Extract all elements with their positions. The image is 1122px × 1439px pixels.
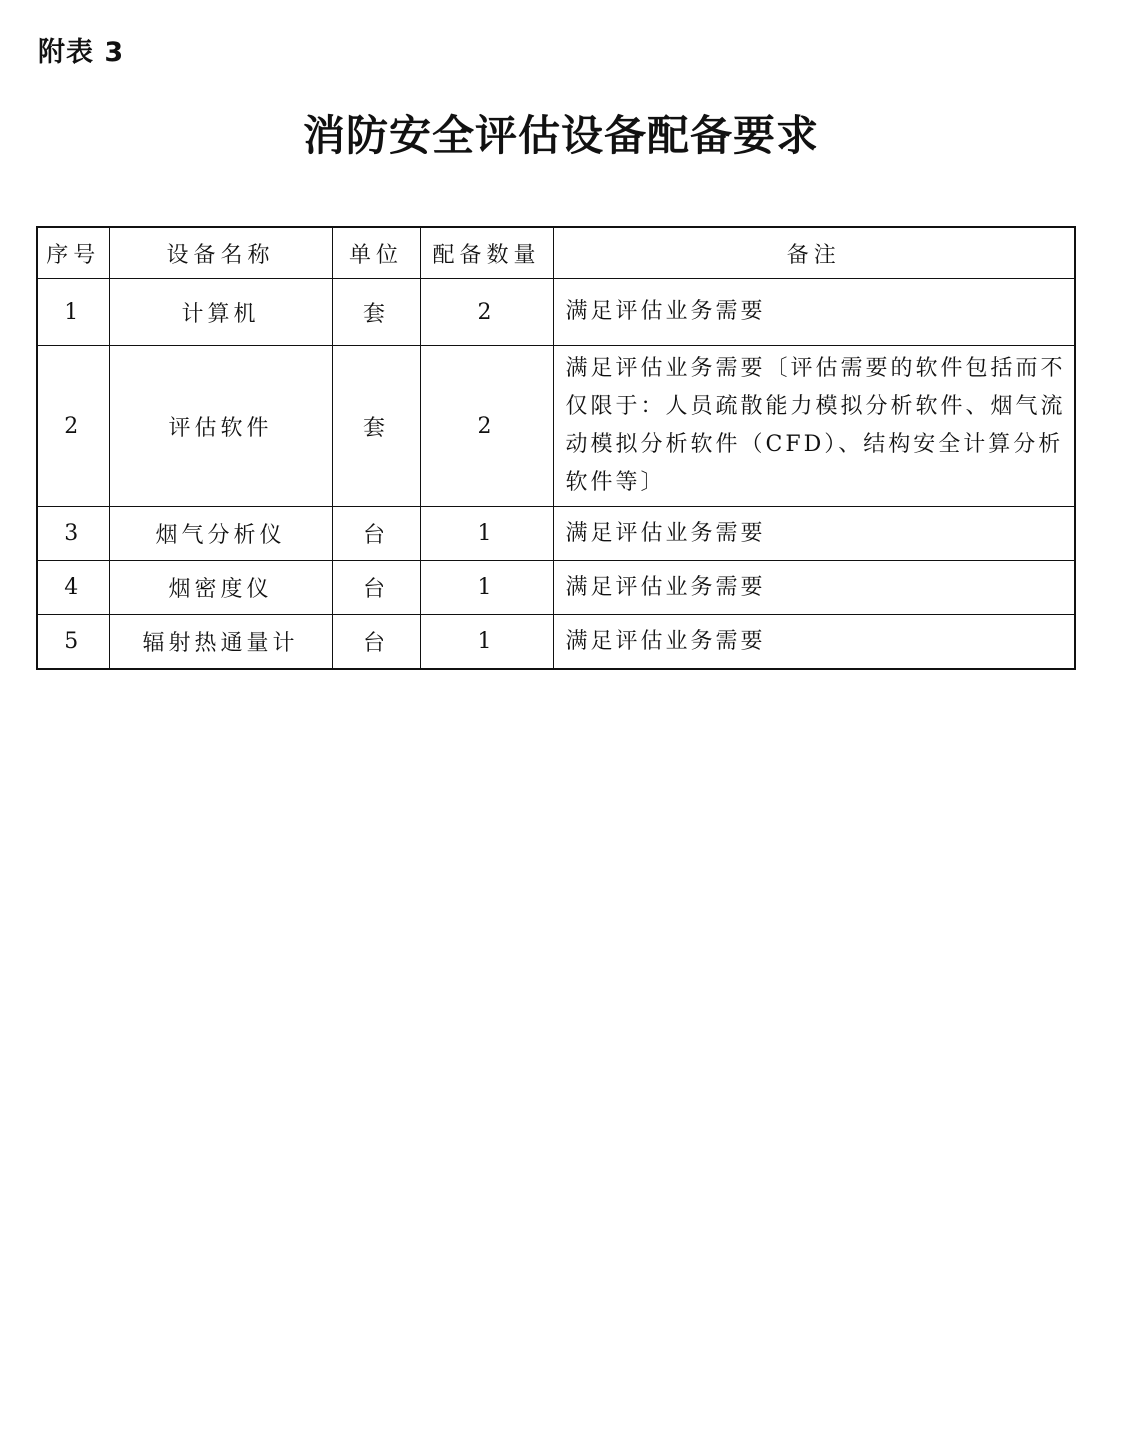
cell-unit: 台 [332, 615, 420, 670]
cell-no: 5 [37, 615, 109, 670]
annex-label: 附表 3 [38, 37, 125, 68]
cell-equipment-name: 辐射热通量计 [109, 615, 332, 670]
cell-quantity: 1 [420, 561, 553, 615]
header-quantity: 配备数量 [420, 227, 553, 279]
cell-remarks: 满足评估业务需要 [553, 507, 1075, 561]
cell-equipment-name: 烟气分析仪 [109, 507, 332, 561]
cell-quantity: 2 [420, 279, 553, 346]
cell-remarks: 满足评估业务需要 [553, 279, 1075, 346]
cell-equipment-name: 烟密度仪 [109, 561, 332, 615]
equipment-table [36, 226, 1076, 670]
table-row [37, 507, 1075, 561]
table-row [37, 615, 1075, 670]
table-row [37, 346, 1075, 507]
cell-remarks: 满足评估业务需要 [553, 615, 1075, 670]
cell-equipment-name: 评估软件 [109, 346, 332, 507]
cell-remarks: 满足评估业务需要 [553, 561, 1075, 615]
cell-unit: 套 [332, 346, 420, 507]
header-remarks: 备注 [553, 227, 1075, 279]
table-header-row [37, 227, 1075, 279]
document-title: 消防安全评估设备配备要求 [302, 111, 819, 160]
cell-unit: 台 [332, 507, 420, 561]
cell-remarks: 满足评估业务需要〔评估需要的软件包括而不仅限于：人员疏散能力模拟分析软件、烟气流动模拟分析软件（CFD）、结构安全计算分析软件等〕 [553, 346, 1075, 507]
cell-quantity: 2 [420, 346, 553, 507]
cell-no: 2 [37, 346, 109, 507]
cell-no: 3 [37, 507, 109, 561]
cell-no: 1 [37, 279, 109, 346]
header-no: 序号 [37, 227, 109, 279]
cell-unit: 台 [332, 561, 420, 615]
header-equipment-name: 设备名称 [109, 227, 332, 279]
header-unit: 单位 [332, 227, 420, 279]
cell-quantity: 1 [420, 615, 553, 670]
cell-unit: 套 [332, 279, 420, 346]
cell-no: 4 [37, 561, 109, 615]
cell-equipment-name: 计算机 [109, 279, 332, 346]
table-row [37, 561, 1075, 615]
cell-quantity: 1 [420, 507, 553, 561]
table-row [37, 279, 1075, 346]
